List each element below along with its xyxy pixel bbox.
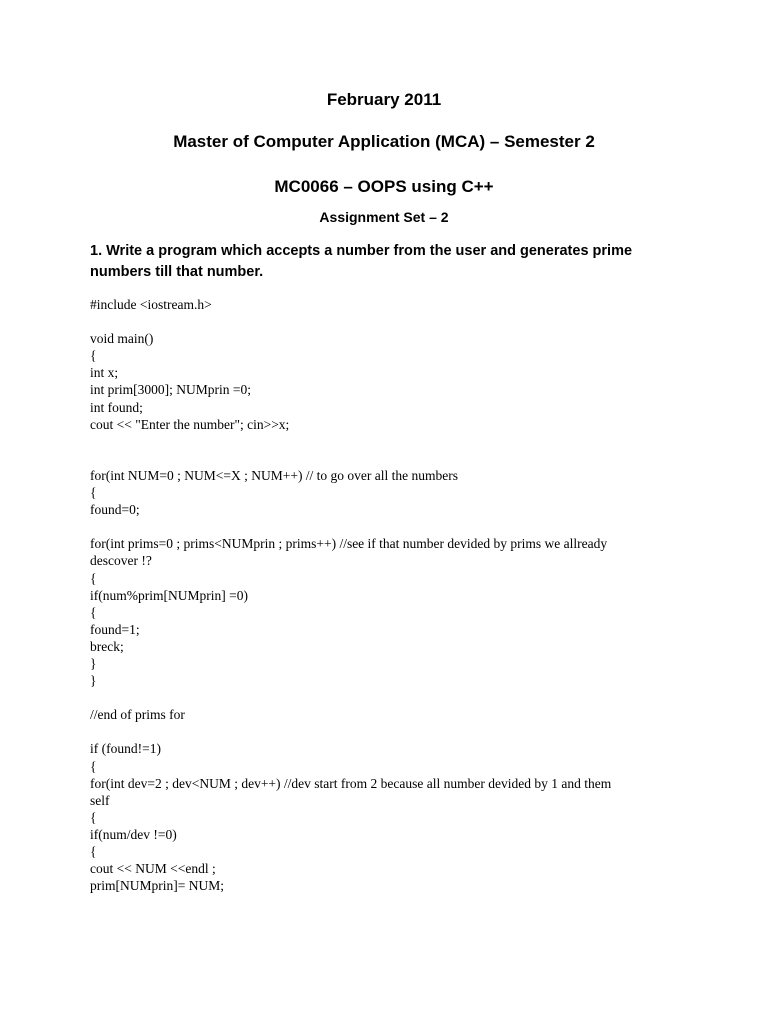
code-line: {: [90, 844, 97, 859]
code-line: }: [90, 673, 97, 689]
code-line: prim[NUMprin]= NUM;: [90, 878, 224, 894]
code-blank-line: [90, 689, 690, 706]
code-line: {: [90, 604, 97, 620]
code-line: {: [90, 758, 97, 774]
code-line: breck;: [90, 638, 124, 654]
code-line: int found;: [90, 399, 143, 415]
course-title: MC0066 – OOPS using C++: [274, 177, 494, 196]
code-line: cout << NUM <<endl ;: [90, 861, 216, 877]
code-listing: [90, 296, 690, 894]
code-blank-line: [90, 450, 690, 467]
code-line: if(num%prim[NUMprin] =0): [90, 587, 248, 603]
document-date: February 2011: [326, 90, 442, 109]
code-line: if(num/dev !=0): [90, 826, 177, 842]
code-line: for(int NUM=0 ; NUM<=X ; NUM++) // to go over all the numbers: [90, 467, 459, 483]
code-line: if (found!=1): [90, 741, 161, 757]
code-line: cout << "Enter the number"; cin>>x;: [90, 416, 290, 432]
assignment-set-label: Assignment Set – 2: [319, 209, 449, 225]
code-line: found=1;: [90, 621, 140, 637]
code-line: int x;: [90, 365, 119, 381]
code-line: {: [90, 809, 97, 825]
code-line: for(int dev=2 ; dev<NUM ; dev++) //dev start from 2 because all number devided by 1 and them: [90, 775, 612, 791]
program-title: Master of Computer Application (MCA) – Semester 2: [173, 132, 595, 151]
question-1: 1. Write a program which accepts a number from the user and generates prime numbers till that number.: [90, 243, 633, 280]
code-blank-line: [90, 313, 690, 330]
code-line: {: [90, 485, 97, 501]
code-blank-line: [90, 433, 690, 450]
code-line: {: [90, 348, 97, 364]
code-line: #include <iostream.h>: [90, 297, 212, 312]
code-line: int prim[3000]; NUMprin =0;: [90, 382, 251, 398]
code-line: //end of prims for: [90, 707, 185, 723]
code-line: descover !?: [90, 553, 152, 569]
code-line: for(int prims=0 ; prims<NUMprin ; prims++) //see if that number devided by prims we allready: [90, 536, 608, 552]
code-blank-line: [90, 518, 690, 535]
code-line: self: [90, 792, 110, 808]
code-line: void main(): [90, 331, 154, 347]
code-line: }: [90, 655, 97, 671]
code-line: found=0;: [90, 502, 140, 518]
code-blank-line: [90, 723, 690, 740]
code-line: {: [90, 570, 97, 586]
